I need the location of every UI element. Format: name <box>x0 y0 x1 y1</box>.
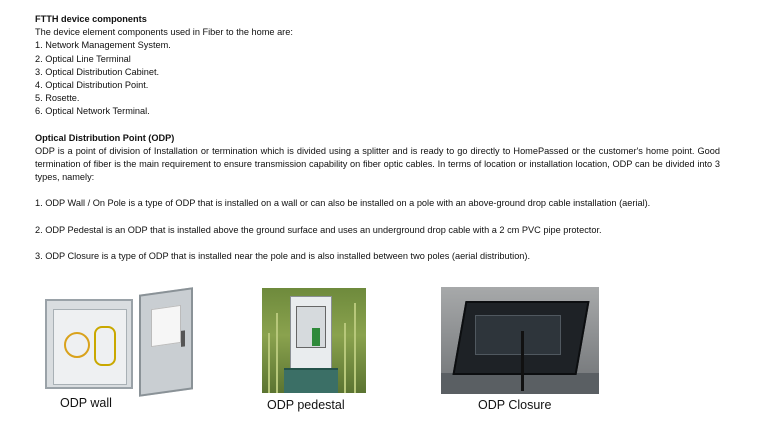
fiber-coil <box>64 332 90 358</box>
odp-pedestal-image <box>262 288 366 393</box>
list-item: 1. Network Management System. <box>35 40 171 51</box>
list-item: 3. Optical Distribution Cabinet. <box>35 66 160 77</box>
odp-type-closure: 3. ODP Closure is a type of ODP that is installed near the pole and is also installed between two poles (aerial distribution). <box>35 250 531 261</box>
odp-wall-image <box>45 291 195 393</box>
odp-wall-caption: ODP wall <box>60 396 112 410</box>
odp-pedestal-caption: ODP pedestal <box>267 398 345 412</box>
list-item: 6. Optical Network Terminal. <box>35 106 150 117</box>
odp-closure-image <box>441 287 599 394</box>
ftth-intro: The device element components used in Fiber to the home are: <box>35 27 293 38</box>
pedestal-base <box>284 368 338 393</box>
splice-tray <box>475 315 561 355</box>
odp-closure-caption: ODP Closure <box>478 398 552 412</box>
component-list <box>35 39 720 118</box>
door-handle <box>181 330 185 347</box>
odp-type-pedestal: 2. ODP Pedestal is an ODP that is installed above the ground surface and uses an underground drop cable with a 2 cm PVC pipe protector. <box>35 224 602 235</box>
cabinet-body <box>45 299 133 389</box>
fiber-tray <box>94 326 116 366</box>
odp-heading: Optical Distribution Point (ODP) <box>35 132 175 143</box>
odp-type-wall: 1. ODP Wall / On Pole is a type of ODP that is installed on a wall or can also be installed on a pole with an above-ground drop cable installation (aerial). <box>35 198 651 209</box>
cabinet-door <box>139 287 193 397</box>
odp-paragraph: ODP is a point of division of Installation or termination which is divided using a splitter and is ready to go directly to HomePassed or the customer's home point. Good termination of fiber is the main requirement to ensure transmission capability on fiber optic cables. In terms of location or installation location, ODP can be divided into 3 types, namely: <box>35 145 720 183</box>
splitter-panel <box>296 306 326 348</box>
list-item: 5. Rosette. <box>35 93 80 104</box>
list-item: 2. Optical Line Terminal <box>35 53 131 64</box>
drop-cable <box>521 331 524 391</box>
ftth-heading: FTTH device components <box>35 14 147 24</box>
list-item: 4. Optical Distribution Point. <box>35 80 149 91</box>
document-body <box>35 13 720 263</box>
